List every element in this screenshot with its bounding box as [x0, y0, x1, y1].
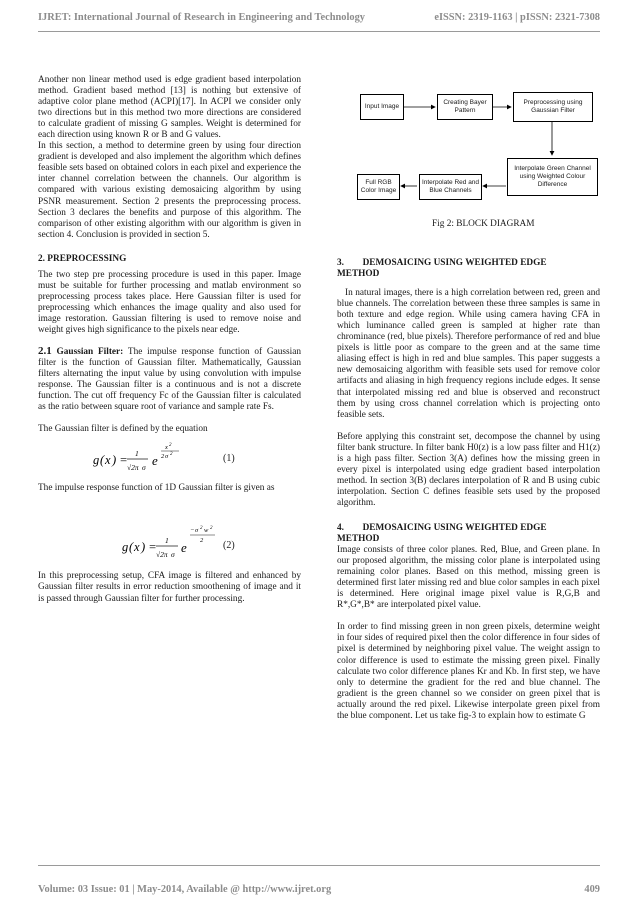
footer-rule — [38, 865, 600, 866]
svg-text:e: e — [181, 540, 187, 556]
svg-text:) =: ) = — [112, 453, 128, 468]
svg-text:2: 2 — [200, 537, 204, 545]
figure-caption: Fig 2: BLOCK DIAGRAM — [432, 219, 535, 229]
section-3-paragraph-2: Before applying this constraint set, decompose the channel by using filter bank structure. In filter bank H0(z) is a low pass filter and H1(z) is a high pass filter. Section 3(A) defines how the missing green in every pixel is interpolated using edge gradient based interpolation method. In section 3(B) declares interpolation of R and B using cubic interpolation. Section C defines feasible sets used by the proposed algorithm. — [337, 431, 600, 508]
svg-text:σ: σ — [165, 453, 169, 461]
equation-2 — [38, 520, 301, 564]
equation-1 — [38, 437, 301, 477]
intro-paragraph-2: In this section, a method to determine green by using four direction gradient is developed and also implement the algorithm which defines feasible sets based on obtained colors in each pixel and experience the inter channel correlation between the channels. Our algorithm is compared with various existing demosaicing algorithm by using PSNR measurement. Section 2 presents the preprocessing process. Section 3 declares the benefits and purpose of this algorithm. The comparison of other existing algorithm with our algorithm is given in section 4. Conclusion is provided in section 5. — [38, 141, 301, 240]
subsection-2-1-number: 2.1 — [38, 345, 52, 358]
svg-text:x: x — [134, 540, 140, 555]
equation-2-intro: The impulse response function of 1D Gaussian filter is given as — [38, 483, 275, 494]
svg-text:x: x — [165, 444, 168, 452]
svg-text:2: 2 — [200, 526, 203, 532]
section-3-paragraph-1: In natural images, there is a high correlation between red, green and blue channels. The correlation between these three samples is same in both texture and edge region. While using camera having CFA in which luminance called green is sampled at higher rate than chrominance (red, blue pixels). Therefore performance of red and blue pixels is little poor as compare to the green and at the same time aliasing effect is high in red and blue samples. This paper suggests a new demosaicing algorithm with feasible sets used for remove color artifacts and aliasing in high frequency regions include edges. It sense that interpolated missing red and blue is observed and reconstruct them by using cross channel correlation which is projecting onto feasible sets. — [337, 288, 600, 420]
intro-paragraph-1: Another non linear method used is edge gradient based interpolation method. Gradient based method [13] is nothing but extensive of adaptive color plane method (ACPI)[17]. In ACPI we consider only two directions but in this method two more directions are considered to calculate gradient of missing G samples. Weight is determined for each direction using known R or B and G values. — [38, 75, 301, 141]
subsection-2-1-text: The impulse response function of Gaussian filter is the function of Gaussian filter. Mathematically, Gaussian filters alternating the input value by using convolution with impulse response. The Gaussian filter is a continuous and is not a discrete function. The cut off frequency Fc of the Gaussian filter is calculated as the ratio between square root of variance and sample rate Fs. — [38, 347, 302, 413]
svg-text:(: ( — [129, 540, 134, 555]
svg-text:σ: σ — [195, 527, 199, 535]
equation-2-label: (2) — [223, 540, 235, 552]
box-input-image: Input Image — [360, 94, 404, 120]
block-diagram — [345, 80, 600, 220]
svg-text:σ: σ — [171, 550, 175, 560]
svg-text:2: 2 — [170, 452, 173, 458]
svg-text:−: − — [190, 527, 195, 535]
section-4-paragraph-1: Image consists of three color planes. Red, Blue, and Green plane. In our proposed algorithm, the missing color plane is interpolated using remaining color planes. Based on this method, missing green is determined first later missing red and blue color samples in each pixel is determined. Here original image pixel value is R,G,B and R*,G*,B* are interpolated pixel value. — [337, 545, 600, 611]
svg-text:e: e — [152, 453, 158, 469]
svg-text:2: 2 — [161, 453, 165, 461]
section-3-title-line-1: 3. DEMOSAICING USING WEIGHTED EDGE — [337, 258, 547, 268]
section-4-title-line-1: 4. DEMOSAICING USING WEIGHTED EDGE — [337, 522, 547, 533]
section-2-paragraph-2: In this preprocessing setup, CFA image is filtered and enhanced by Gaussian filter results in error reduction smoothening of image and it is passed through Gaussian filter for further processing. — [38, 571, 301, 604]
svg-text:(: ( — [100, 453, 105, 468]
box-full-rgb-image: Full RGB Color Image — [357, 174, 400, 200]
section-4-title-line-2: METHOD — [337, 534, 380, 545]
equation-1-graphic — [38, 437, 301, 477]
svg-text:√2π: √2π — [127, 463, 139, 473]
svg-text:√2π: √2π — [156, 550, 168, 560]
svg-text:g: g — [122, 540, 129, 555]
svg-text:1: 1 — [135, 449, 139, 459]
box-interpolate-green: Interpolate Green Channel using Weighted Colour Difference — [507, 158, 598, 196]
section-4-paragraph-2: In order to find missing green in non green pixels, determine weight in four sides of required pixel then the color difference in four sides of pixel is determined by neighboring pixel value. The weight assign to color difference is used to estimate the missing green pixel. Finally calculate two color difference planes Kr and Kb. In first step, we have only to determine the gradient for the red and blue channel. The gradient is the green channel so we consider on green pixel that is actually around the red pixel. Likewise interpolate green pixel from the blue component. Let us take fig-3 to explain how to estimate G — [337, 622, 600, 721]
box-interpolate-red-blue: Interpolate Red and Blue Channels — [419, 174, 482, 200]
subsection-2-1-title: Gaussian Filter: — [56, 347, 124, 358]
svg-text:w: w — [204, 527, 209, 535]
box-creating-bayer-pattern: Creating Bayer Pattern — [437, 94, 493, 120]
svg-text:2: 2 — [169, 443, 172, 449]
subsection-2-1-paragraph — [38, 346, 301, 413]
right-column — [337, 258, 600, 722]
svg-text:1: 1 — [165, 536, 169, 546]
section-2-title: 2. PREPROCESSING — [38, 253, 127, 264]
svg-text:g: g — [93, 453, 100, 468]
svg-text:) =: ) = — [141, 540, 157, 555]
box-preprocessing-gaussian: Preprocessing using Gaussian Filter — [513, 92, 593, 122]
volume-info: Volume: 03 Issue: 01 | May-2014, Available @ http://www.ijret.org — [38, 884, 332, 895]
page-number: 409 — [584, 884, 600, 895]
section-2-paragraph-1: The two step pre processing procedure is used in this paper. Image must be suitable for further processing and matlab environment so preprocessing process takes place. Here Gaussian filter is used for preprocessing which enhances the image quality and also used for image restoration. Gaussian filtering is used to remove noise and weight gives high significance to the pixels near edge. — [38, 269, 301, 335]
issn: eISSN: 2319-1163 | pISSN: 2321-7308 — [434, 12, 600, 23]
equation-1-intro: The Gaussian filter is defined by the equation — [38, 424, 208, 435]
svg-text:x: x — [105, 453, 111, 468]
running-footer — [38, 884, 600, 898]
running-header — [38, 12, 600, 28]
svg-text:2: 2 — [210, 526, 213, 532]
left-column — [38, 75, 301, 605]
equation-1-label: (1) — [223, 453, 235, 465]
header-rule — [38, 31, 600, 32]
journal-title: IJRET: International Journal of Research in Engineering and Technology — [38, 12, 365, 23]
svg-text:σ: σ — [142, 463, 146, 473]
section-3-title-line-2: METHOD — [337, 269, 380, 280]
equation-2-graphic — [38, 520, 301, 564]
